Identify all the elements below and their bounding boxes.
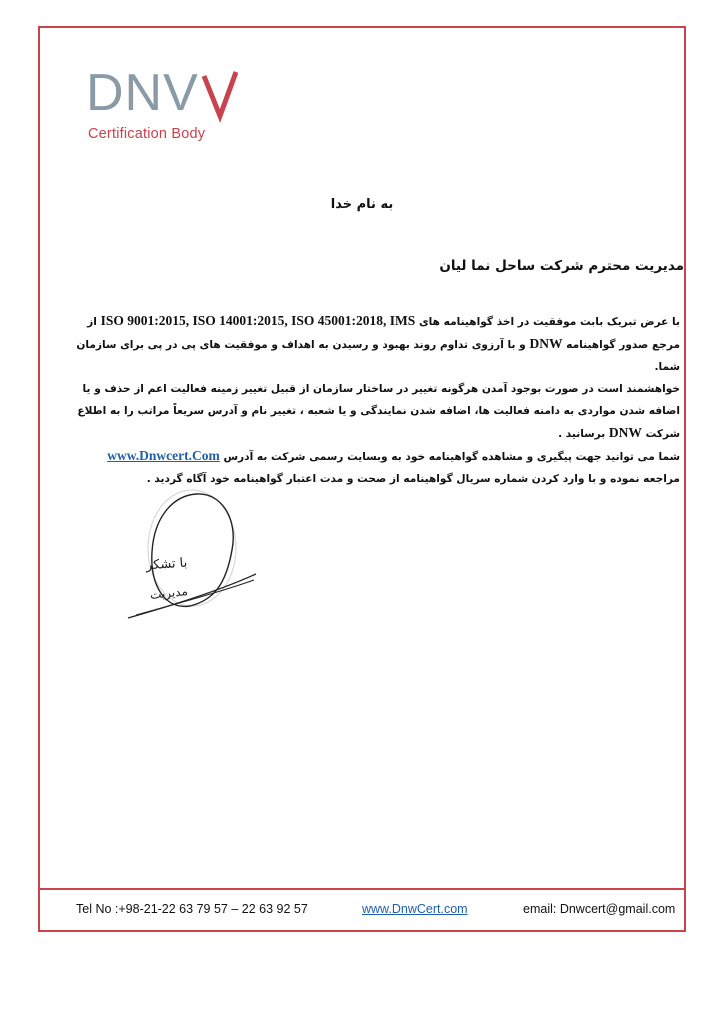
signature-thanks: با تشکر [145,555,188,574]
logo-brand-text: DNV [86,66,199,122]
p1-text-b: از مرجع صدور گواهینامه [87,316,680,351]
website-link[interactable]: www.Dnwcert.Com [107,448,220,463]
heading-basmala: به نام خدا [330,197,394,212]
paragraph-website [76,445,680,490]
signature-drawing [120,488,270,628]
dnv-logo [86,66,246,142]
iso-standards: ISO 9001:2015, ISO 14001:2015, ISO 45001:2018, IMS [100,313,416,328]
signature-title: مدیریت [149,584,189,602]
logo-subtitle: Certification Body [88,126,206,142]
logo-accent-stroke [204,72,236,116]
dnv-logo-mark [86,66,238,124]
footer [76,902,676,922]
brand-dnw: DNW [529,336,563,351]
p1-text-a: با عرض تبریک بابت موفقیت در اخذ گواهینامه های [418,316,680,328]
footer-email: email: Dnwcert@gmail.com [523,902,676,916]
p3-text-b: مراجعه نموده و با وارد کردن شماره سریال گواهینامه از صحت و مدت اعتبار گواهینامه خود آگاه گردید . [146,473,680,485]
brand-dnw: DNW [608,425,642,440]
paragraph-congratulations [76,310,680,378]
signature-stamp [120,488,270,628]
recipient-line: مدیریت محترم شرکت ساحل نما لیان [439,258,684,274]
letter-body [76,310,680,490]
footer-phone: Tel No :+98-21-22 63 79 57 – 22 63 92 57 [76,902,308,916]
footer-divider [38,888,686,890]
p1-text-c: و با آرزوی تداوم روند بهبود و رسیدن به اهداف و موفقیت های پی در پی برای سازمان شما. [76,339,680,373]
p3-text-a: شما می توانید جهت پیگیری و مشاهده گواهینامه خود به وبسایت رسمی شرکت به آدرس [223,451,680,463]
paragraph-request [76,378,680,445]
footer-website-link[interactable]: www.DnwCert.com [362,902,468,916]
p2-text-b: برسانید . [558,428,606,440]
p2-text-a: خواهشمند است در صورت بوجود آمدن هرگونه تغییر در ساختار سازمان از قبیل تغییر زمینه فعالیت اعم از حذف و یا اضافه شدن مواردی به دامنه فعالیت ها، اضافه شدن نمایندگی و یا شعبه ، تغییر نام و آدرس سریعاً مراتب را به اطلاع شرکت [77,383,680,440]
